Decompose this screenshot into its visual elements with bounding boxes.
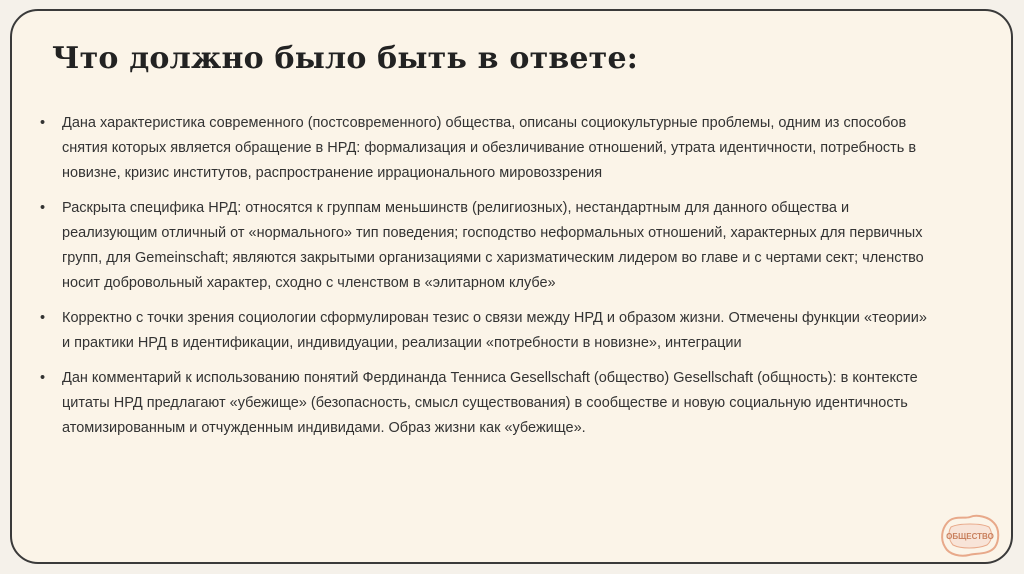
bullet-item <box>38 111 938 186</box>
bullet-item <box>38 306 938 356</box>
bullet-text: Дан комментарий к использованию понятий Фердинанда Тенниса Gesellschaft (общество) Gesellschaft (общность): в контексте цитаты НРД предлагают «убежище» (безопасность, смысл существования) в сообществе и новую социальную идентичность атомизированным и отчужденным индивидами. Образ жизни как «убежище». <box>62 370 918 436</box>
bullet-marker: • <box>40 310 46 326</box>
logo-stamp-icon <box>937 511 1003 559</box>
slide-title: Что должно было быть в ответе: <box>52 41 639 76</box>
bullet-text: Раскрыта специфика НРД: относятся к группам меньшинств (религиозных), нестандартным для данного общества и реализующим отличный от «нормального» тип поведения; господство неформальных отношений, характерных для первичных групп, для Gemeinschaft; являются закрытыми организациями с харизматическим лидером во главе и с чертами сект; членство носит добровольный характер, сходно с членством в «элитарном клубе» <box>62 200 924 291</box>
logo-stamp-text: ОБЩЕСТВО <box>946 532 994 541</box>
bullet-item <box>38 366 938 441</box>
bullet-list <box>38 111 938 451</box>
bullet-item <box>38 196 938 296</box>
bullet-marker: • <box>40 200 46 216</box>
bullet-marker: • <box>40 115 46 131</box>
bullet-marker: • <box>40 370 46 386</box>
bullet-text: Корректно с точки зрения социологии сформулирован тезис о связи между НРД и образом жизни. Отмечены функции «теории» и практики НРД в идентификации, индивидуации, реализации «потребности в новизне», интеграции <box>62 310 927 351</box>
slide-frame <box>10 9 1013 564</box>
bullet-text: Дана характеристика современного (постсовременного) общества, описаны социокультурные проблемы, одним из способов снятия которых является обращение в НРД: формализация и обезличивание отношений, утрата идентичности, потребность в новизне, кризис институтов, распространение иррационального мировоззрения <box>62 115 917 181</box>
